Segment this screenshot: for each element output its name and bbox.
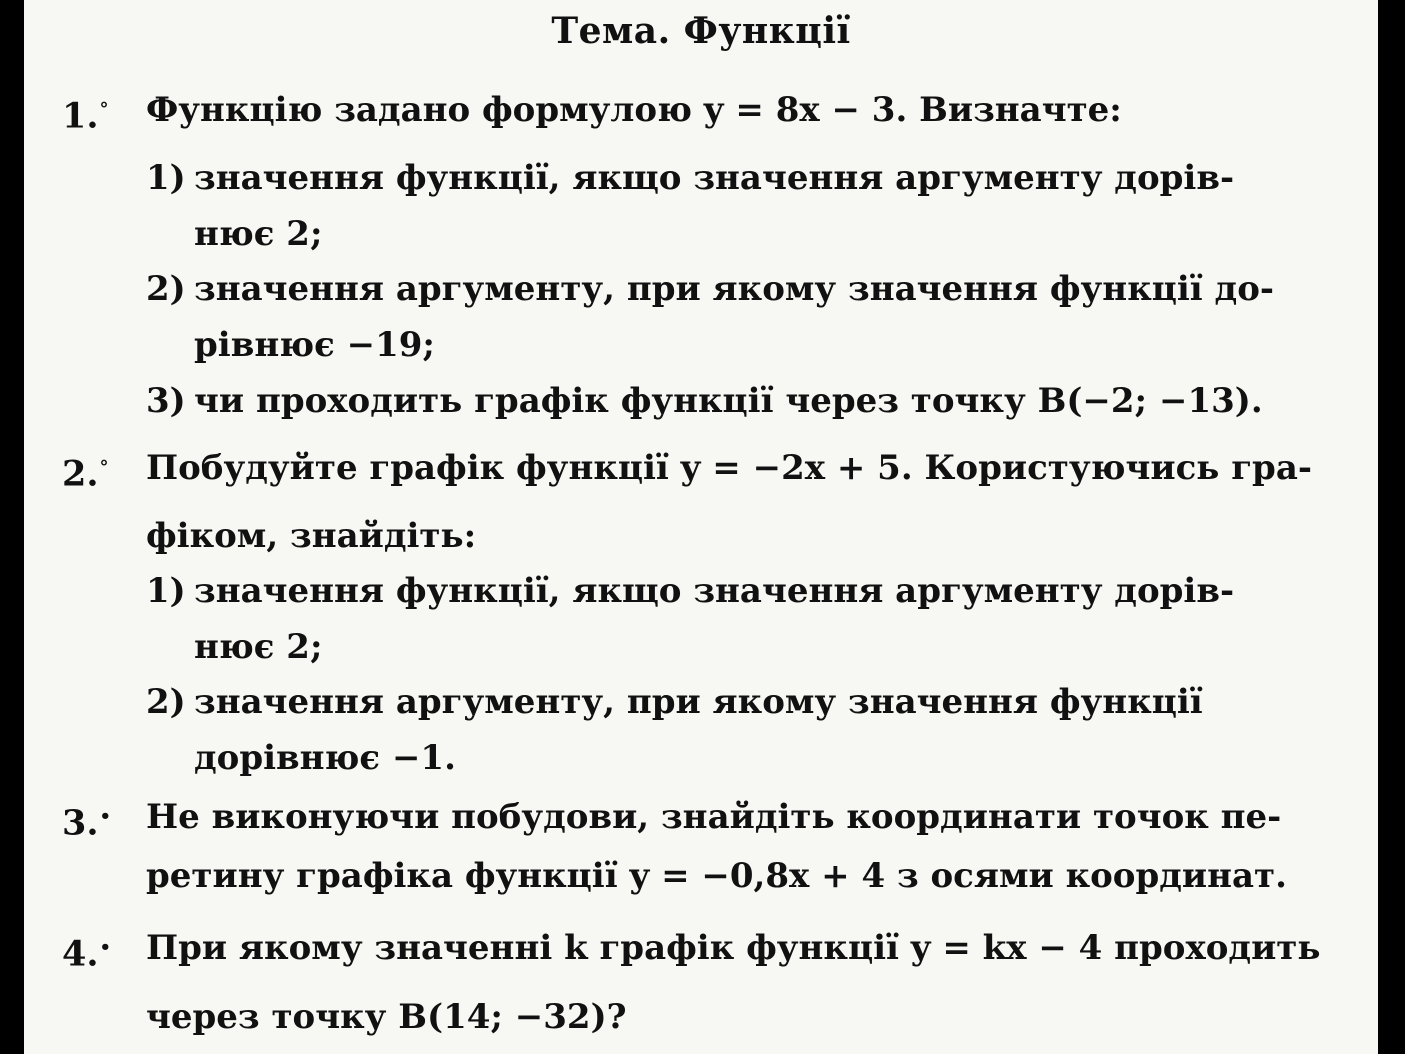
problem-3-stem-line1: Не виконуючи побудови, знайдіть координати точок пе- bbox=[146, 797, 1282, 837]
problem-1-number bbox=[62, 90, 109, 137]
problem-2-item-1-label: 1) bbox=[146, 571, 186, 611]
page-title: Тема. Функції bbox=[551, 10, 851, 52]
problem-2-item-2-line2: дорівнює −1. bbox=[194, 738, 456, 778]
problem-2-item-2-line1: значення аргументу, при якому значення функції bbox=[194, 682, 1203, 722]
problem-2-item-1-line2: нює 2; bbox=[194, 627, 323, 667]
problem-1-item-1-label: 1) bbox=[146, 158, 186, 198]
problem-number: 2. bbox=[62, 453, 99, 495]
problem-2-item-1-line1: значення функції, якщо значення аргументу дорів- bbox=[194, 571, 1235, 611]
difficulty-mark: ° bbox=[99, 99, 109, 120]
problem-3-number bbox=[62, 797, 111, 844]
problem-2-item-2-label: 2) bbox=[146, 682, 186, 722]
problem-number: 3. bbox=[62, 802, 99, 844]
problem-1-item-2-line2: рівнює −19; bbox=[194, 325, 435, 365]
difficulty-mark: • bbox=[99, 937, 112, 958]
problem-3-stem-line2: ретину графіка функції y = −0,8x + 4 з осями координат. bbox=[146, 856, 1287, 896]
difficulty-mark: • bbox=[99, 806, 112, 827]
problem-1-item-1-line2: нює 2; bbox=[194, 214, 323, 254]
problem-2-stem-line2: фіком, знайдіть: bbox=[146, 516, 477, 556]
worksheet-page bbox=[24, 0, 1378, 1054]
difficulty-mark: ° bbox=[99, 457, 109, 478]
problem-1-item-2-line1: значення аргументу, при якому значення функції до- bbox=[194, 269, 1274, 309]
problem-4-number bbox=[62, 928, 111, 975]
problem-1-stem: Функцію задано формулою y = 8x − 3. Визначте: bbox=[146, 90, 1122, 130]
problem-4-stem-line1: При якому значенні k графік функції y = kx − 4 проходить bbox=[146, 928, 1321, 968]
problem-1-item-2-label: 2) bbox=[146, 269, 186, 309]
problem-number: 1. bbox=[62, 95, 99, 137]
problem-2-number bbox=[62, 448, 109, 495]
problem-2-stem-line1: Побудуйте графік функції y = −2x + 5. Користуючись гра- bbox=[146, 448, 1312, 488]
problem-4-stem-line2: через точку B(14; −32)? bbox=[146, 997, 627, 1037]
problem-1-item-1-line1: значення функції, якщо значення аргументу дорів- bbox=[194, 158, 1235, 198]
problem-number: 4. bbox=[62, 933, 99, 975]
problem-1-item-3-line1: чи проходить графік функції через точку B(−2; −13). bbox=[194, 381, 1263, 421]
problem-1-item-3-label: 3) bbox=[146, 381, 186, 421]
